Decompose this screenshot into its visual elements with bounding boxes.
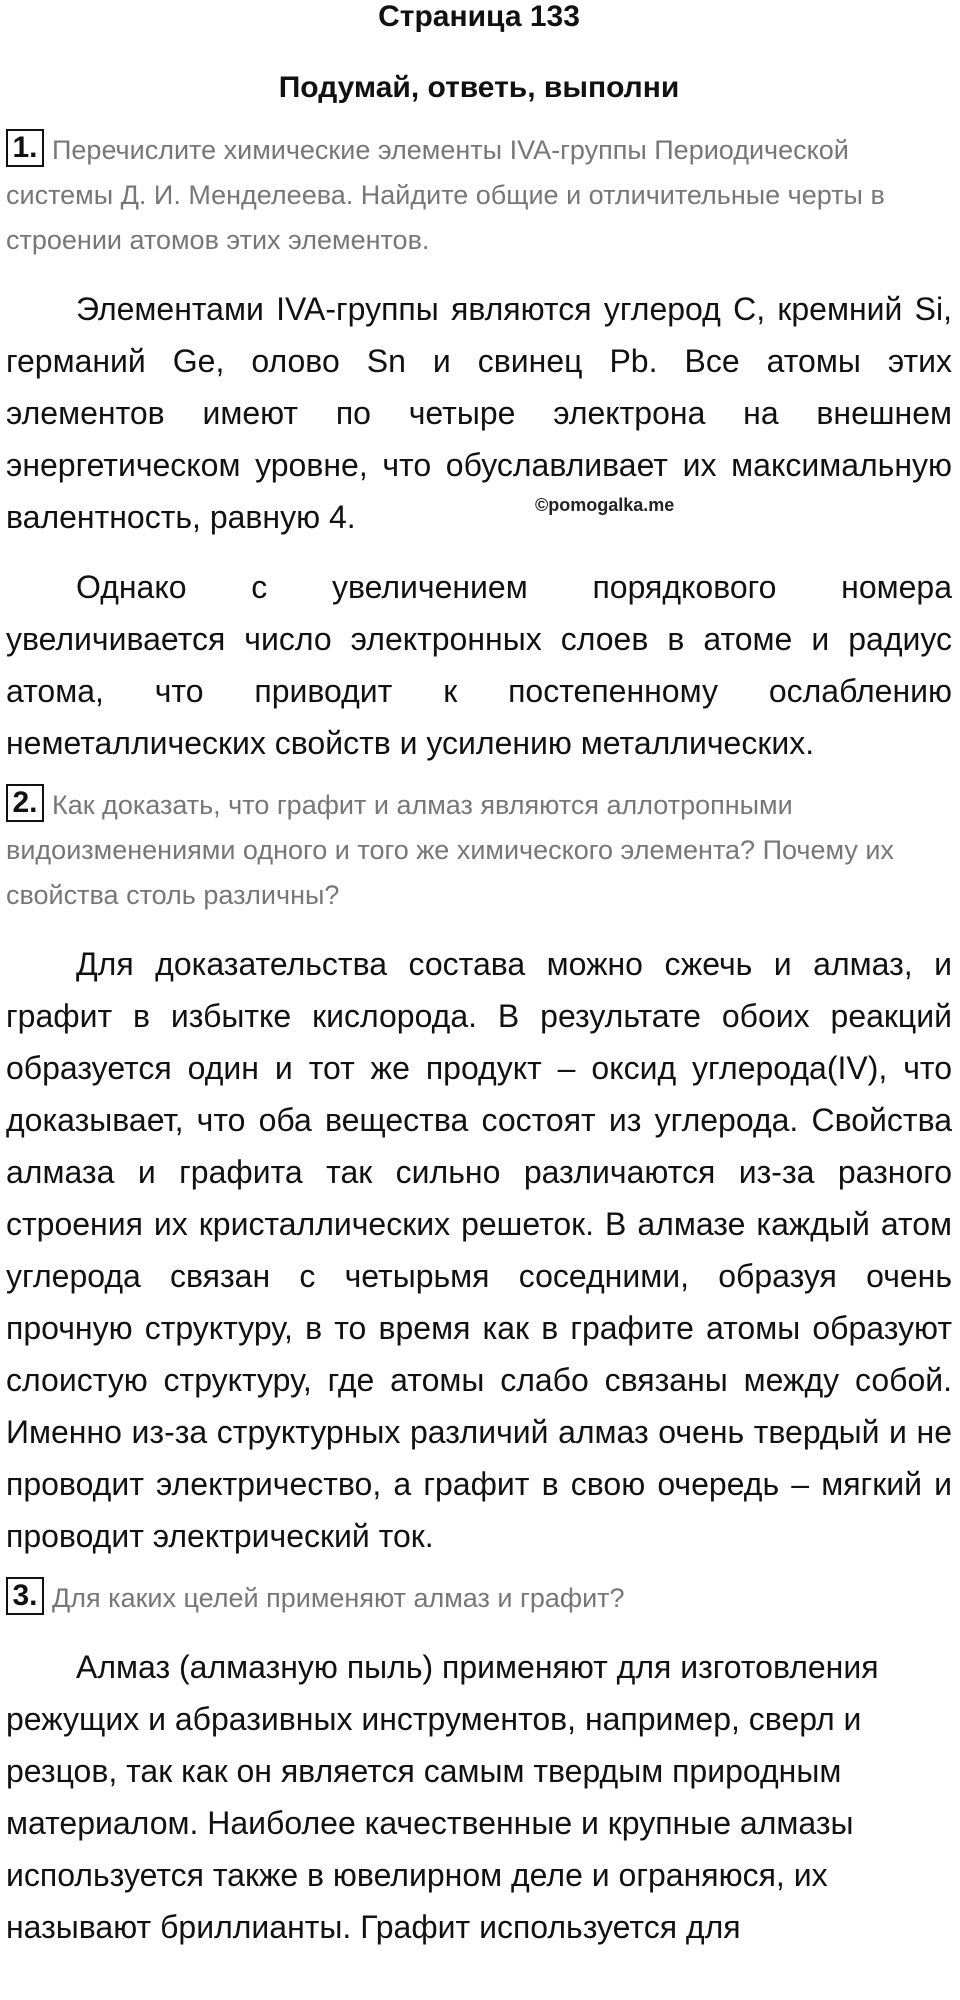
task-3 [6, 1576, 952, 1953]
task-1-number: 1. [6, 129, 44, 167]
task-2-question-text: Как доказать, что графит и алмаз являются аллотропными видоизменениями одного и того же химического элемента? Почему их свойства столь различны? [6, 790, 894, 910]
task-1-question [6, 128, 952, 263]
page-title: Страница 133 [378, 0, 580, 33]
task-1-answer-paragraph-1: Элементами IVA-группы являются углерод C, кремний Si, германий Ge, олово Sn и свинец Pb. Все атомы этих элементов имеют по четыре электрона на внешнем энергетическом уровне, что обуславливает их максимальную валентность, равную 4. [6, 291, 952, 535]
task-3-answer-paragraph-1: Алмаз (алмазную пыль) применяют для изготовления режущих и абразивных инструментов, например, сверл и резцов, так как он является самым твердым природным материалом. Наиболее качественные и крупные алмазы используется также в ювелирном деле и ограняюся, их называют бриллианты. Графит используется для [6, 1649, 879, 1945]
task-3-number: 3. [6, 1577, 44, 1615]
task-1 [6, 128, 952, 769]
task-1-answer-paragraph-2: Однако с увеличением порядкового номера увеличивается число электронных слоев в атоме и радиус атома, что приводит к постепенному ослаблению неметаллических свойств и усилению металлических. [6, 569, 952, 761]
task-2 [6, 783, 952, 1562]
task-3-question-text: Для каких целей применяют алмаз и графит? [52, 1583, 625, 1613]
task-2-answer-paragraph-1: Для доказательства состава можно сжечь и алмаз, и графит в избытке кислорода. В результате обоих реакций образуется один и тот же продукт – оксид углерода(IV), что доказывает, что оба вещества состоят из углерода. Свойства алмаза и графита так сильно различаются из-за разного строения их кристаллических решеток. В алмазе каждый атом углерода связан с четырьмя соседними, образуя очень прочную структуру, в то время как в графите атомы образуют слоистую структуру, где атомы слабо связаны между собой. Именно из-за структурных различий алмаз очень твердый и не проводит электричество, а графит в свою очередь – мягкий и проводит электрический ток. [6, 946, 952, 1554]
section-title: Подумай, ответь, выполни [278, 71, 680, 104]
task-2-question [6, 783, 952, 918]
watermark: ©pomogalka.me [535, 495, 675, 515]
task-2-number: 2. [6, 784, 44, 822]
task-1-question-text: Перечислите химические элементы IVA-группы Периодической системы Д. И. Менделеева. Найдите общие и отличительные черты в строении атомов этих элементов. [6, 135, 885, 255]
task-3-question [6, 1576, 952, 1621]
